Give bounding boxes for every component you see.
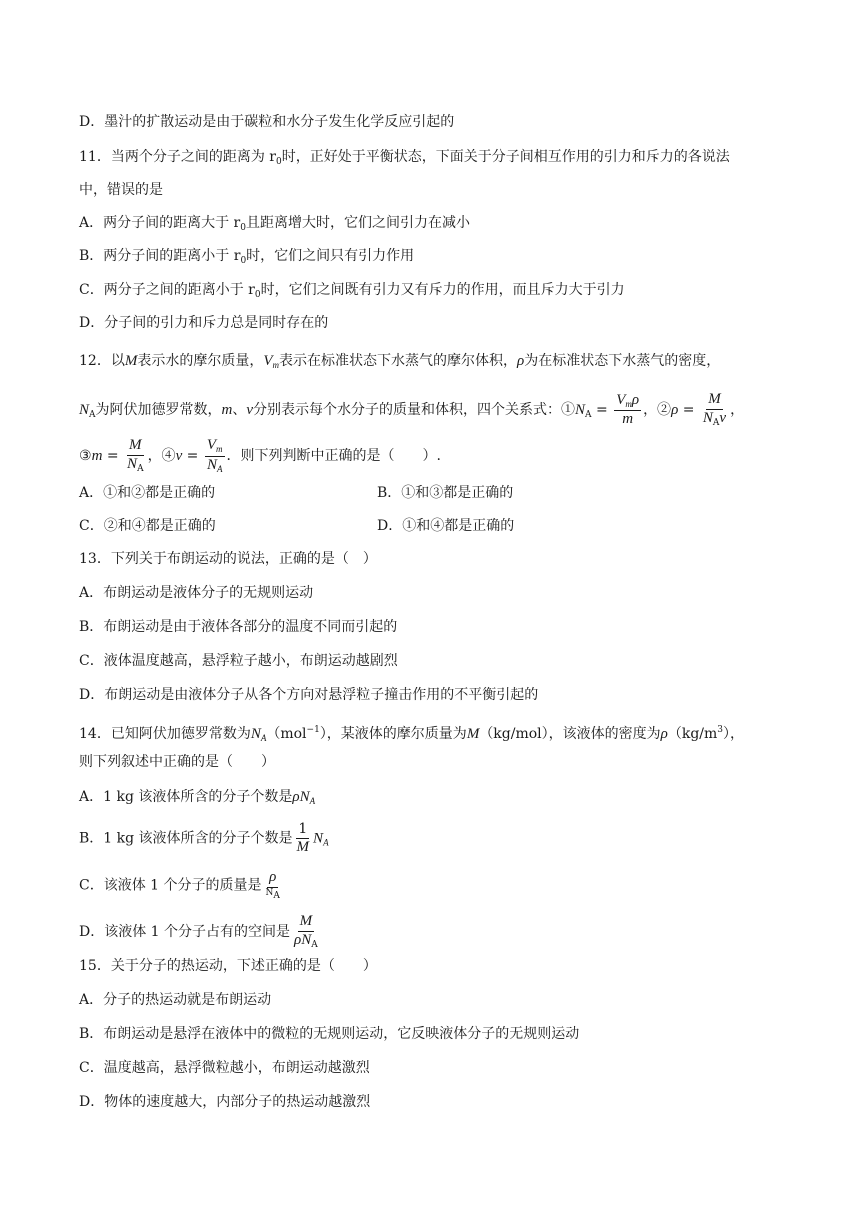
q12-stem-line1: 12．以M表示水的摩尔质量，$V_m$表示在标准状态下水蒸气的摩尔体积，ρ为在标准状态下水蒸气的密度， xyxy=(79,353,721,370)
q15-option-b: B．布朗运动是悬浮在液体中的微粒的无规则运动，它反映液体分子的无规则运动 xyxy=(79,1026,580,1042)
q14-option-c: C．该液体 1 个分子的质量是 $\frac{\rho}{NA}$ xyxy=(79,869,280,901)
q14-option-d: D．该液体 1 个分子占有的空间是 $\frac{M}{\rho N_A}$ xyxy=(79,913,318,950)
q10-option-d: D．墨汁的扩散运动是由于碳粒和水分子发生化学反应引起的 xyxy=(79,114,455,130)
q15-option-d: D．物体的速度越大，内部分子的热运动越激烈 xyxy=(79,1094,371,1110)
q13-option-a: A．布朗运动是液体分子的无规则运动 xyxy=(79,585,314,601)
q14-option-d-fraction: $\frac{M}{\rho N_A}$ xyxy=(294,913,318,950)
q13-option-b: B．布朗运动是由于液体各部分的温度不同而引起的 xyxy=(79,619,398,635)
q14-option-a: A．1 kg 该液体所含的分子个数是$\rho N_A$ xyxy=(79,789,316,806)
q14-option-b-fraction: $\frac{1}{M}$ xyxy=(296,821,310,855)
q12-option-a: A．①和②都是正确的 xyxy=(79,485,216,501)
q12-relation-2-fraction: $\frac{M}{N_Av}$ xyxy=(702,391,727,428)
q11-option-a: A．两分子间的距离大于 $r_0$且距离增大时，它们之间引力在减小 xyxy=(79,215,470,233)
q11-stem: 11．当两个分子之间的距离为 $r_0$时，正好处于平衡状态，下面关于分子间相互作用的引力和斥力的各说法 xyxy=(79,149,730,167)
q12-relation-1-fraction: $\frac{V_m\rho}{m}$ xyxy=(616,391,640,427)
q15-option-a: A．分子的热运动就是布朗运动 xyxy=(79,992,272,1008)
q12-option-d: D．①和④都是正确的 xyxy=(377,518,515,534)
q13-option-d: D．布朗运动是由液体分子从各个方向对悬浮粒子撞击作用的不平衡引起的 xyxy=(79,687,539,703)
q11-option-d: D．分子间的引力和斥力总是同时存在的 xyxy=(79,315,329,331)
q14-stem-line1: 14．已知阿伏加德罗常数为$N_A(mol^{-1})$，某液体的摩尔质量为M（kg/mol），该液体的密度为$\rho(kg/m^3)$， xyxy=(79,725,745,743)
q14-option-b: B．1 kg 该液体所含的分子个数是 $\frac{1}{M}$ $N_A$ xyxy=(79,821,329,855)
q14-option-c-fraction: $\frac{\rho}{NA}$ xyxy=(265,869,280,901)
q12-option-c: C．②和④都是正确的 xyxy=(79,518,216,534)
q12-stem-line2: $N_A$为阿伏加德罗常数，m、v分别表示每个水分子的质量和体积，四个关系式：$①N_A$ = $\frac{V_m\rho}{m}$ ，②ρ = $\frac{M}{N_Av}$ ， xyxy=(79,391,745,428)
q15-option-c: C．温度越高，悬浮微粒越小，布朗运动越激烈 xyxy=(79,1060,370,1076)
q15-stem: 15．关于分子的热运动，下述正确的是（ ） xyxy=(79,958,377,974)
q13-option-c: C．液体温度越高，悬浮粒子越小，布朗运动越剧烈 xyxy=(79,653,398,669)
q11-option-c: C．两分子之间的距离小于 $r_0$时，它们之间既有引力又有斥力的作用，而且斥力大于引力 xyxy=(79,282,625,300)
q12-stem-line3: ③m = $\frac{M}{N_A}$ ，④v = $\frac{V_m}{N_A}$ ．则下列判断中正确的是（ ）. xyxy=(79,437,441,474)
q13-stem: 13．下列关于布朗运动的说法，正确的是（ ） xyxy=(79,551,377,567)
q12-option-b: B．①和③都是正确的 xyxy=(377,485,514,501)
q14-stem-line2: 则下列叙述中正确的是（ ） xyxy=(79,754,275,770)
q12-relation-3-fraction: $\frac{M}{N_A}$ xyxy=(127,437,144,474)
q11-stem-line2: 中，错误的是 xyxy=(79,182,163,198)
q12-relation-4-fraction: $\frac{V_m}{N_A}$ xyxy=(206,437,223,474)
q11-option-b: B．两分子间的距离小于 $r_0$时，它们之间只有引力作用 xyxy=(79,248,415,266)
